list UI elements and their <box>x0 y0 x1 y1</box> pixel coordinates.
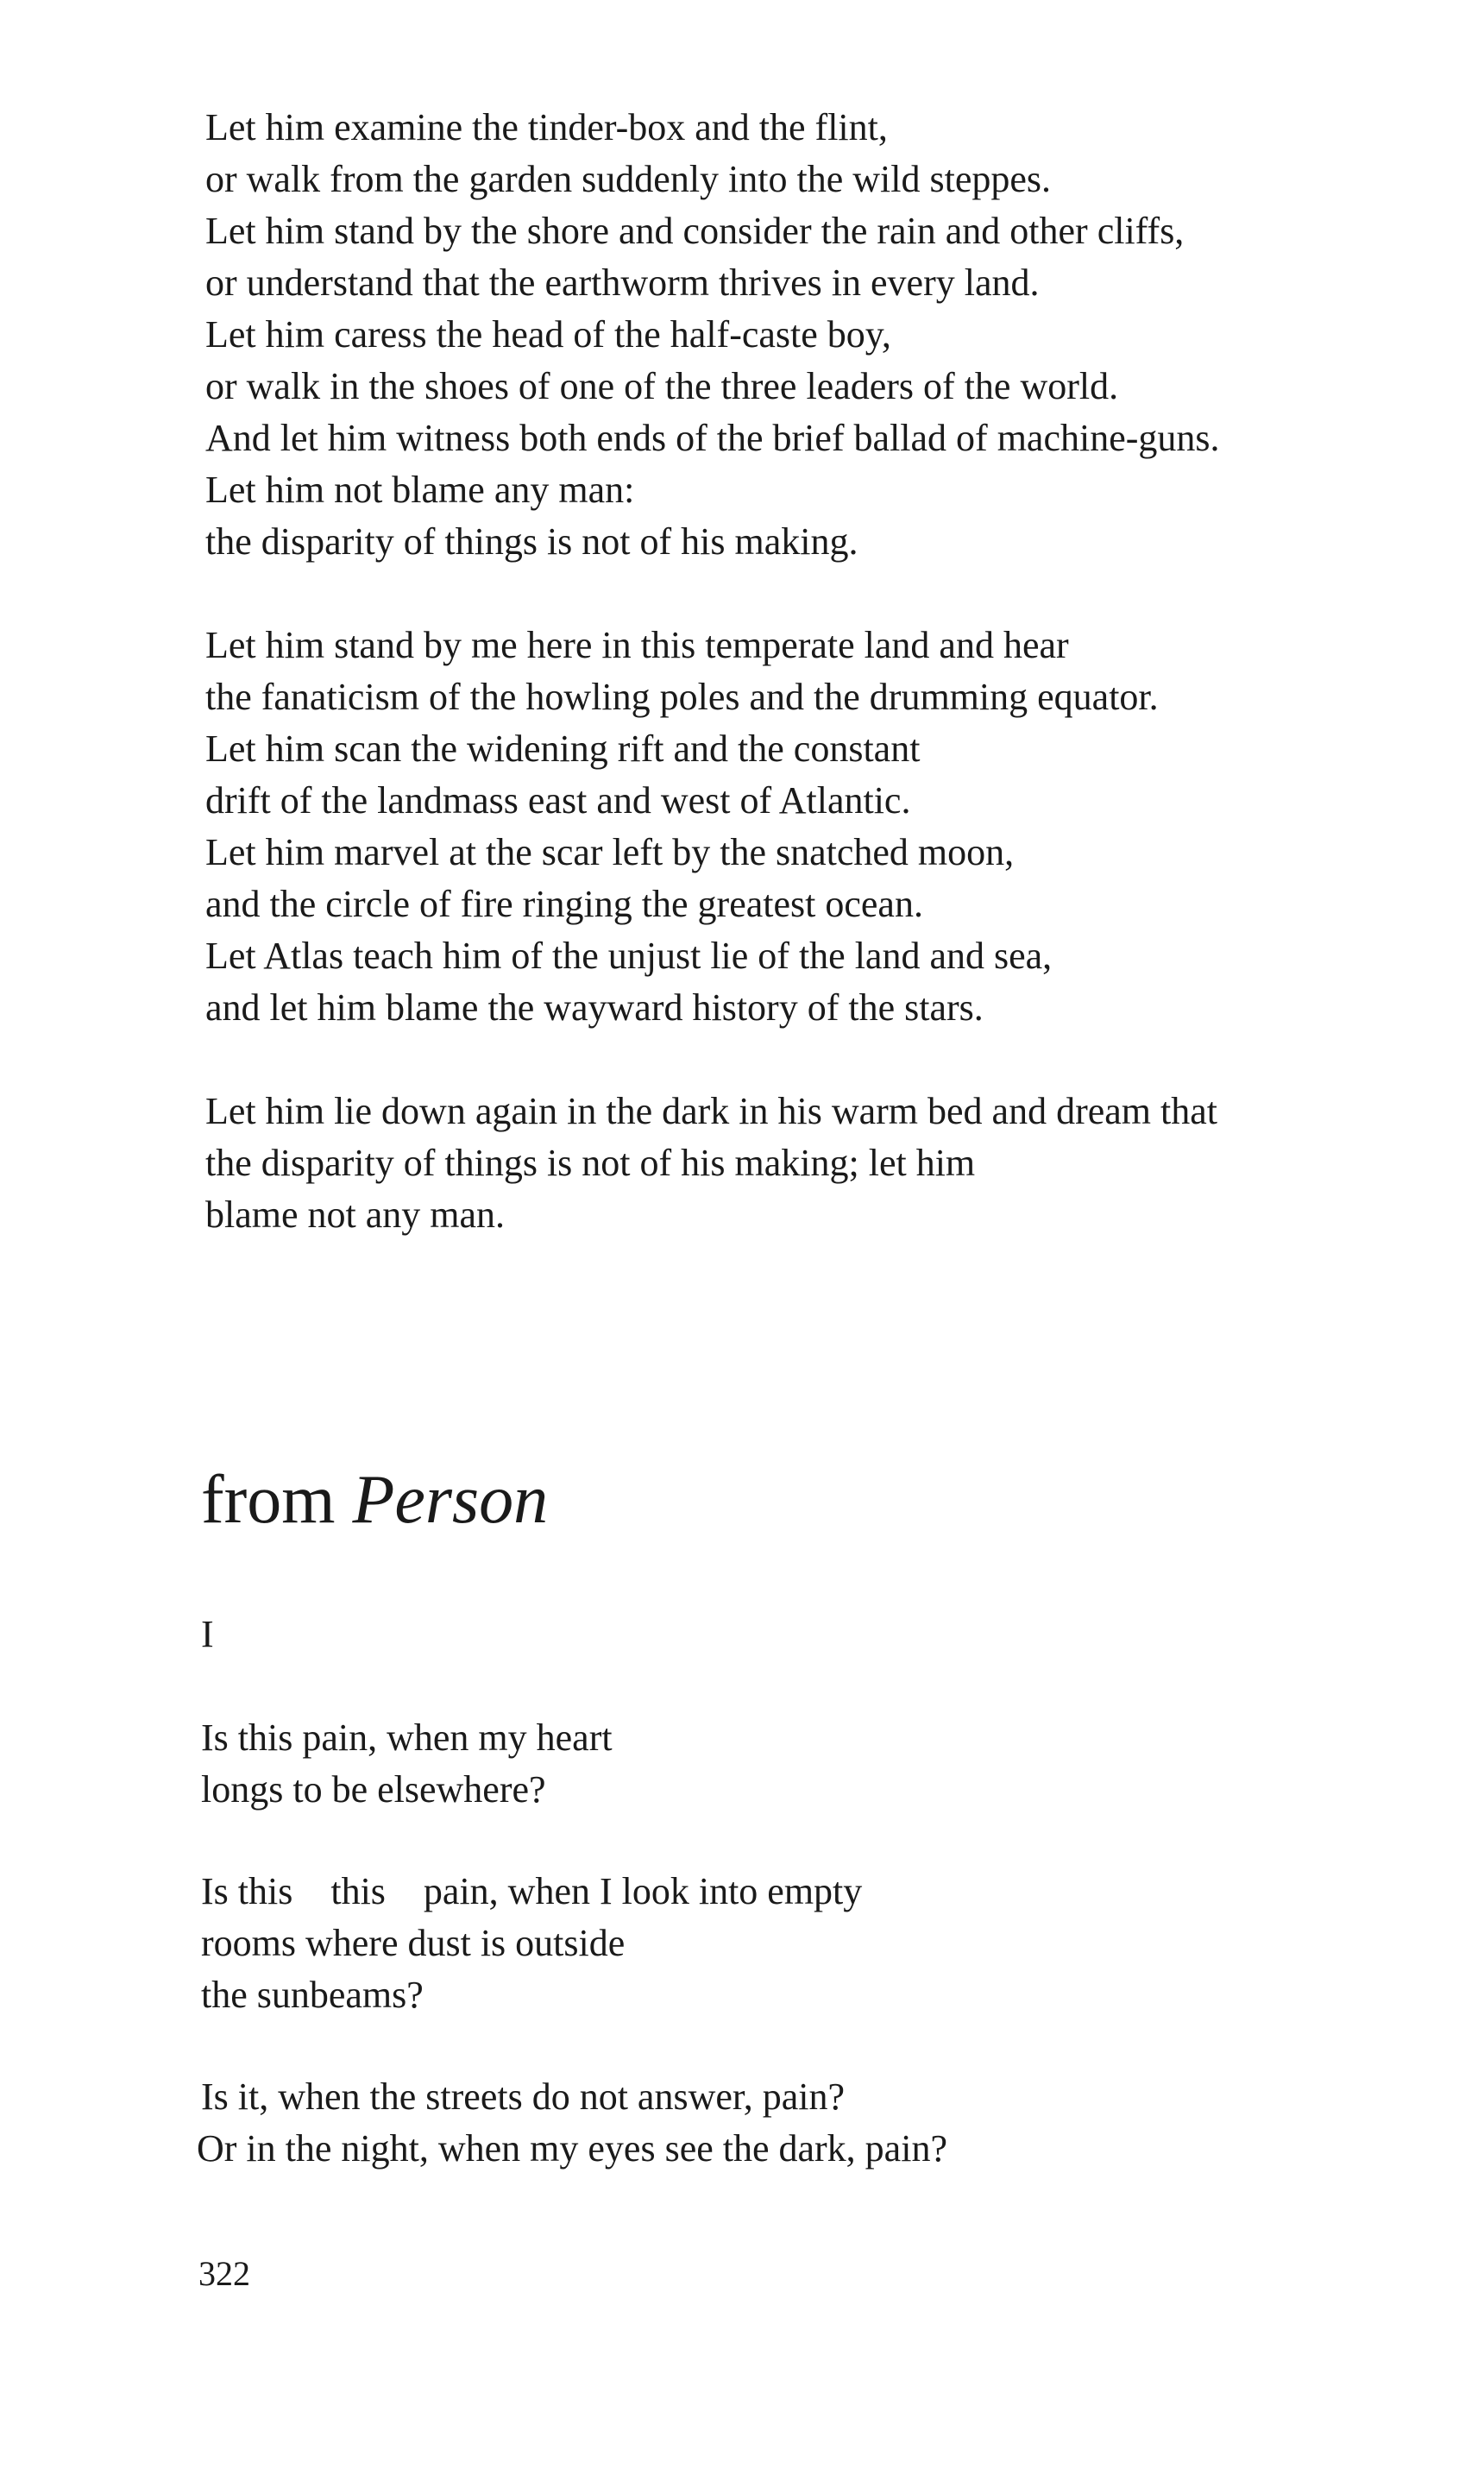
poem-line: the fanaticism of the howling poles and the drumming equator. <box>205 676 1159 718</box>
heading-prefix: from <box>201 1462 353 1538</box>
poem-line: rooms where dust is outside <box>201 1922 626 1964</box>
heading-title: Person <box>352 1462 549 1538</box>
poem-line: Let him caress the head of the half-caste boy, <box>205 313 891 356</box>
poem-line: Is this pain, when my heart <box>201 1716 613 1759</box>
poem-line: Or in the night, when my eyes see the dark, pain? <box>197 2127 947 2170</box>
poem-line: Let him examine the tinder-box and the flint, <box>205 106 888 148</box>
poem-line: blame not any man. <box>205 1194 506 1236</box>
poem-line: or walk in the shoes of one of the three leaders of the world. <box>205 365 1119 407</box>
page-number: 322 <box>198 2254 250 2293</box>
poem-heading <box>201 1458 548 1541</box>
poem-line: the disparity of things is not of his making. <box>205 520 858 563</box>
section-number: I <box>201 1613 214 1655</box>
poem-line: Let him scan the widening rift and the constant <box>205 727 921 770</box>
poem-line: Is it, when the streets do not answer, pain? <box>201 2075 846 2118</box>
poem-line: longs to be elsewhere? <box>201 1768 546 1811</box>
poem-line: Is this this pain, when I look into empty <box>201 1870 863 1912</box>
poem-line: And let him witness both ends of the brief ballad of machine-guns. <box>205 417 1220 459</box>
poem-line: the sunbeams? <box>201 1974 424 2016</box>
poem-line: Let him lie down again in the dark in his warm bed and dream that <box>205 1090 1218 1132</box>
poem-line: the disparity of things is not of his making; let him <box>205 1142 976 1184</box>
poem-line: and let him blame the wayward history of the stars. <box>205 986 984 1029</box>
poem-line: drift of the landmass east and west of Atlantic. <box>205 779 911 822</box>
poem-line: or walk from the garden suddenly into the wild steppes. <box>205 158 1052 200</box>
poem-line: Let him stand by the shore and consider the rain and other cliffs, <box>205 210 1185 252</box>
poem-line: Let him not blame any man: <box>205 469 635 511</box>
poem-line: or understand that the earthworm thrives in every land. <box>205 261 1040 304</box>
poem-line: Let Atlas teach him of the unjust lie of the land and sea, <box>205 935 1053 977</box>
poem-line: and the circle of fire ringing the greatest ocean. <box>205 883 923 925</box>
poem-line: Let him stand by me here in this temperate land and hear <box>205 624 1069 666</box>
poem-line: Let him marvel at the scar left by the snatched moon, <box>205 831 1015 873</box>
